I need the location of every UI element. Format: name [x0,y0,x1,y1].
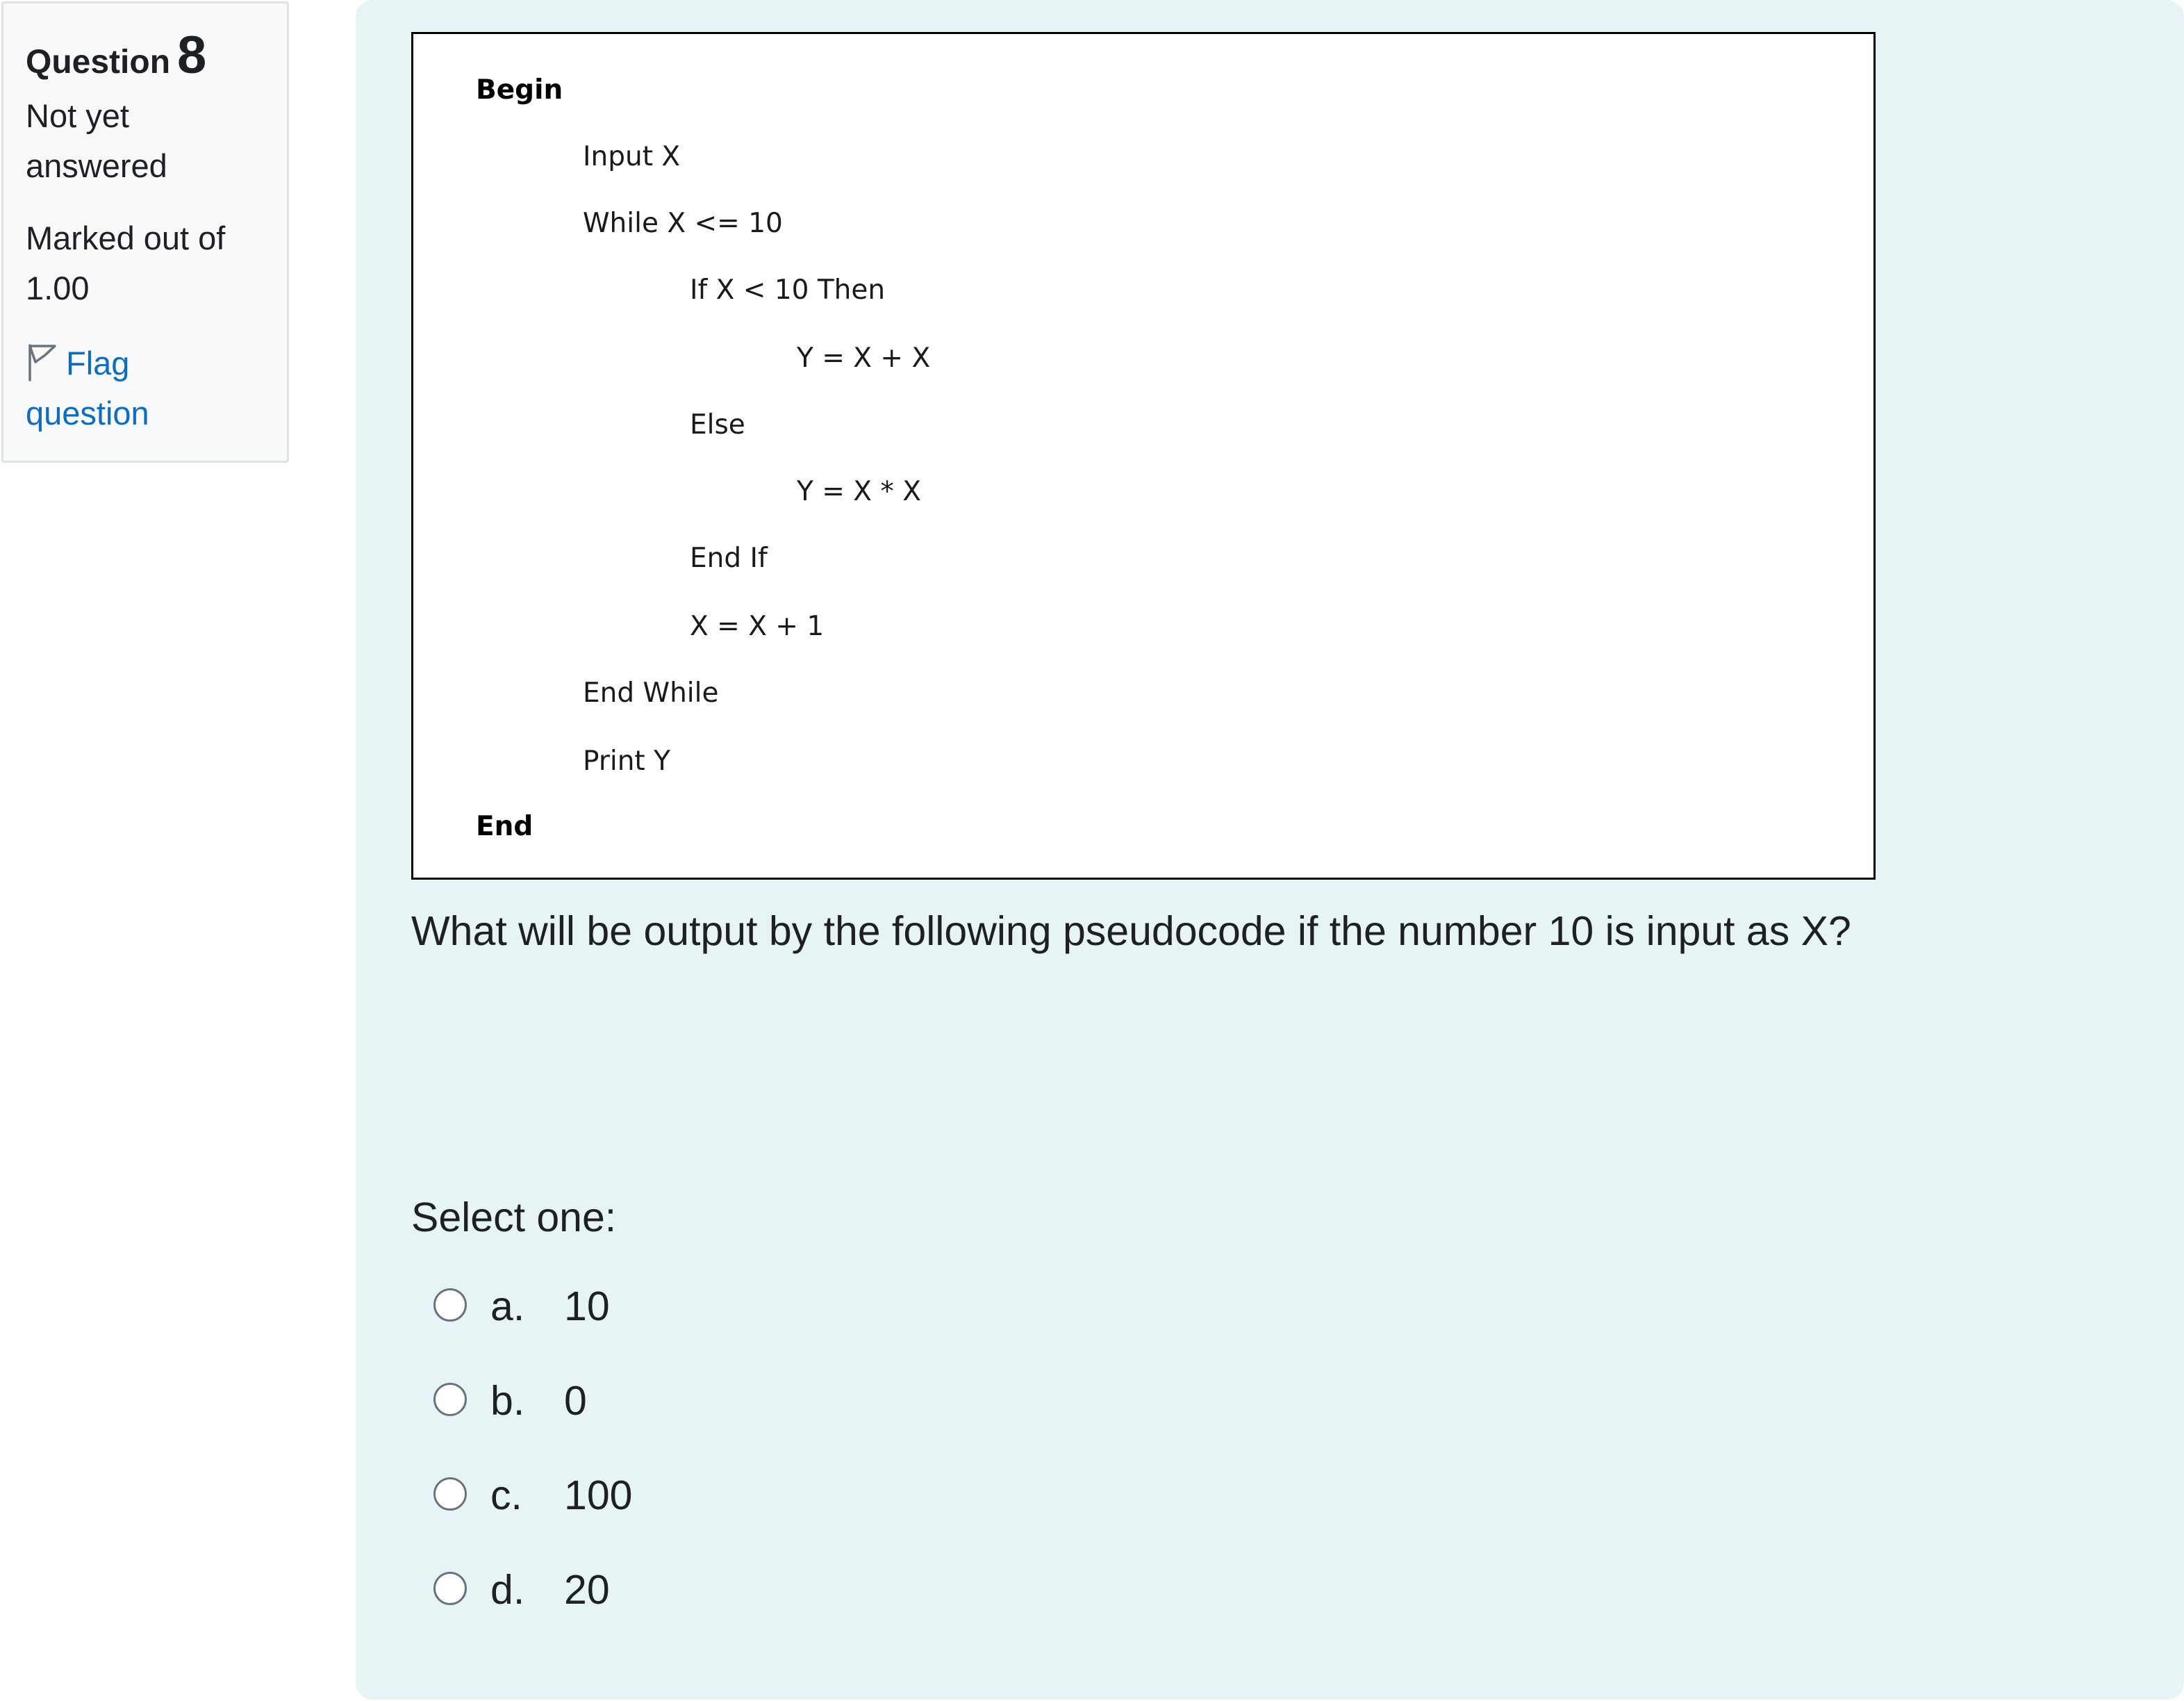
question-number: 8 [177,26,207,85]
code-line-while: While X <= 10 [583,208,783,239]
code-line-increment: X = X + 1 [690,611,825,642]
answer-letter-b[interactable]: b. [490,1378,525,1424]
answer-text-d[interactable]: 20 [564,1567,610,1613]
code-line-then-assign: Y = X + X [797,343,931,374]
question-content-panel [356,0,2184,1700]
question-text: What will be output by the following pseudocode if the number 10 is input as X? [411,908,1851,954]
question-info-panel [1,1,289,463]
flag-link-line-2[interactable]: question [26,395,149,432]
answer-option-b[interactable] [433,1373,632,1468]
select-one-prompt: Select one: [411,1194,617,1240]
code-line-end-if: End If [690,543,768,574]
radio-button-d[interactable] [433,1572,467,1605]
question-grade [26,213,265,313]
answer-text-b[interactable]: 0 [564,1378,587,1424]
code-line-end: End [476,811,533,842]
answer-text-a[interactable]: 10 [564,1283,610,1329]
flag-question-link[interactable] [26,338,265,438]
flag-link-line-1[interactable]: Flag [66,345,130,381]
question-state-line-2: answered [26,147,167,184]
answer-text-c[interactable]: 100 [564,1472,633,1518]
code-line-print: Print Y [583,746,670,777]
code-line-else-assign: Y = X * X [797,476,922,507]
answer-letter-a[interactable]: a. [490,1283,525,1329]
radio-button-b[interactable] [433,1383,467,1416]
pseudocode-image [411,32,1876,880]
answer-letter-c[interactable]: c. [490,1472,522,1518]
code-line-input: Input X [583,141,681,172]
answer-option-a[interactable] [433,1279,632,1373]
radio-button-c[interactable] [433,1477,467,1511]
question-state [26,91,265,191]
code-line-else: Else [690,409,745,441]
code-line-end-while: End While [583,677,719,709]
question-grade-line-1: Marked out of [26,220,226,256]
question-grade-line-2: 1.00 [26,270,90,306]
question-state-line-1: Not yet [26,97,129,134]
question-number-heading [26,24,265,87]
answer-option-d[interactable] [433,1562,632,1657]
question-label: Question [26,44,171,81]
flag-outline-icon[interactable] [26,343,58,381]
code-line-if: If X < 10 Then [690,274,886,306]
answer-options [433,1279,632,1657]
answer-letter-d[interactable]: d. [490,1567,525,1613]
code-line-begin: Begin [476,74,563,106]
radio-button-a[interactable] [433,1288,467,1322]
answer-option-c[interactable] [433,1468,632,1562]
